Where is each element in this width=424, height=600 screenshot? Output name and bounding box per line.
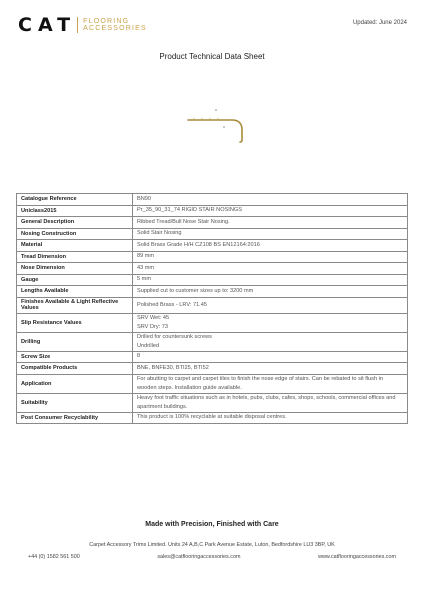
spec-table xyxy=(16,193,408,424)
cat-logo xyxy=(18,14,147,36)
spec-label: Nose Dimension xyxy=(17,263,133,275)
spec-row xyxy=(17,297,408,313)
spec-value: Heavy foot traffic situations such as in hotels, pubs, clubs, cafes, shops, schools, commercial offices and apartment buildings. xyxy=(133,393,408,412)
spec-row xyxy=(17,332,408,351)
spec-label: Finishes Available & Light Reflective Values xyxy=(17,297,133,313)
spec-row xyxy=(17,393,408,412)
footer-website-link[interactable]: www.catflooringaccessories.com xyxy=(318,554,396,560)
footer-tagline: Made with Precision, Finished with Care xyxy=(145,521,279,528)
spec-label: General Description xyxy=(17,217,133,229)
spec-label: Application xyxy=(17,374,133,393)
spec-label: Catalogue Reference xyxy=(17,194,133,206)
spec-value: Solid Stair Nosing xyxy=(133,228,408,240)
spec-label: Drilling xyxy=(17,332,133,351)
dimension-marker-side xyxy=(223,126,225,128)
footer-address: Carpet Accessory Trims Limited. Units 24 A,B,C Park Avenue Estate, Luton, Bedfordshire LU3 3BP, UK xyxy=(89,542,335,548)
footer-email-link[interactable]: sales@catflooringaccessories.com xyxy=(157,554,241,560)
spec-value: 5 mm xyxy=(133,274,408,286)
spec-value: Drilled for countersunk screws Undrilled xyxy=(133,332,408,351)
spec-value: BNE, BNFE30, BTI25, BTI52 xyxy=(133,363,408,375)
spec-value: For abutting to carpet and carpet tiles to finish the nose edge of stairs. Can be rebated to sit flush in wooden steps. Installation guide available. xyxy=(133,374,408,393)
footer-contacts xyxy=(28,554,396,560)
logo-subtitle-line1: FLOORING xyxy=(83,18,130,25)
spec-value: Solid Brass Grade H/H CZ108 BS EN12164:2016 xyxy=(133,240,408,252)
spec-value: 89 mm xyxy=(133,251,408,263)
logo-divider xyxy=(77,17,78,33)
spec-row xyxy=(17,263,408,275)
spec-value: Ribbed Tread/Bull Nose Stair Nosing. xyxy=(133,217,408,229)
spec-label: Gauge xyxy=(17,274,133,286)
spec-value: SRV Wet: 45 SRV Dry: 73 xyxy=(133,313,408,332)
spec-value: Pr_35_90_31_74 RIGID STAIR NOSINGS xyxy=(133,205,408,217)
spec-row xyxy=(17,251,408,263)
updated-date: Updated: June 2024 xyxy=(352,20,407,26)
spec-row xyxy=(17,412,408,424)
footer-phone: +44 (0) 1582 561 500 xyxy=(28,554,80,560)
spec-label: Screw Size xyxy=(17,351,133,363)
spec-value: Supplied cut to customer sizes up to: 3200 mm xyxy=(133,286,408,298)
spec-value: This product is 100% recyclable at suitable disposal centres. xyxy=(133,412,408,424)
spec-value: 43 mm xyxy=(133,263,408,275)
logo-subtitle-line2: ACCESSORIES xyxy=(83,25,147,32)
spec-label: Material xyxy=(17,240,133,252)
logo-subtitle xyxy=(83,18,147,32)
nosing-profile-shape xyxy=(188,120,242,142)
spec-row xyxy=(17,313,408,332)
spec-row xyxy=(17,194,408,206)
spec-label: Lengths Available xyxy=(17,286,133,298)
spec-row xyxy=(17,374,408,393)
spec-value: Polished Brass - LRV: 71.45 xyxy=(133,297,408,313)
spec-row xyxy=(17,228,408,240)
spec-value: BN90 xyxy=(133,194,408,206)
page-header xyxy=(0,0,424,40)
spec-label: Nosing Construction xyxy=(17,228,133,240)
spec-row xyxy=(17,363,408,375)
spec-value: 8 xyxy=(133,351,408,363)
spec-row xyxy=(17,205,408,217)
document-title: Product Technical Data Sheet xyxy=(159,52,265,61)
spec-row xyxy=(17,286,408,298)
spec-label: Post Consumer Recyclability xyxy=(17,412,133,424)
spec-row xyxy=(17,217,408,229)
spec-row xyxy=(17,351,408,363)
spec-label: Uniclass2015 xyxy=(17,205,133,217)
spec-label: Compatible Products xyxy=(17,363,133,375)
spec-row xyxy=(17,240,408,252)
stair-nosing-profile-image xyxy=(180,100,250,150)
spec-label: Suitability xyxy=(17,393,133,412)
spec-label: Tread Dimension xyxy=(17,251,133,263)
spec-label: Slip Resistance Values xyxy=(17,313,133,332)
spec-row xyxy=(17,274,408,286)
dimension-marker-top xyxy=(215,109,217,111)
logo-wordmark: CAT xyxy=(18,14,77,36)
